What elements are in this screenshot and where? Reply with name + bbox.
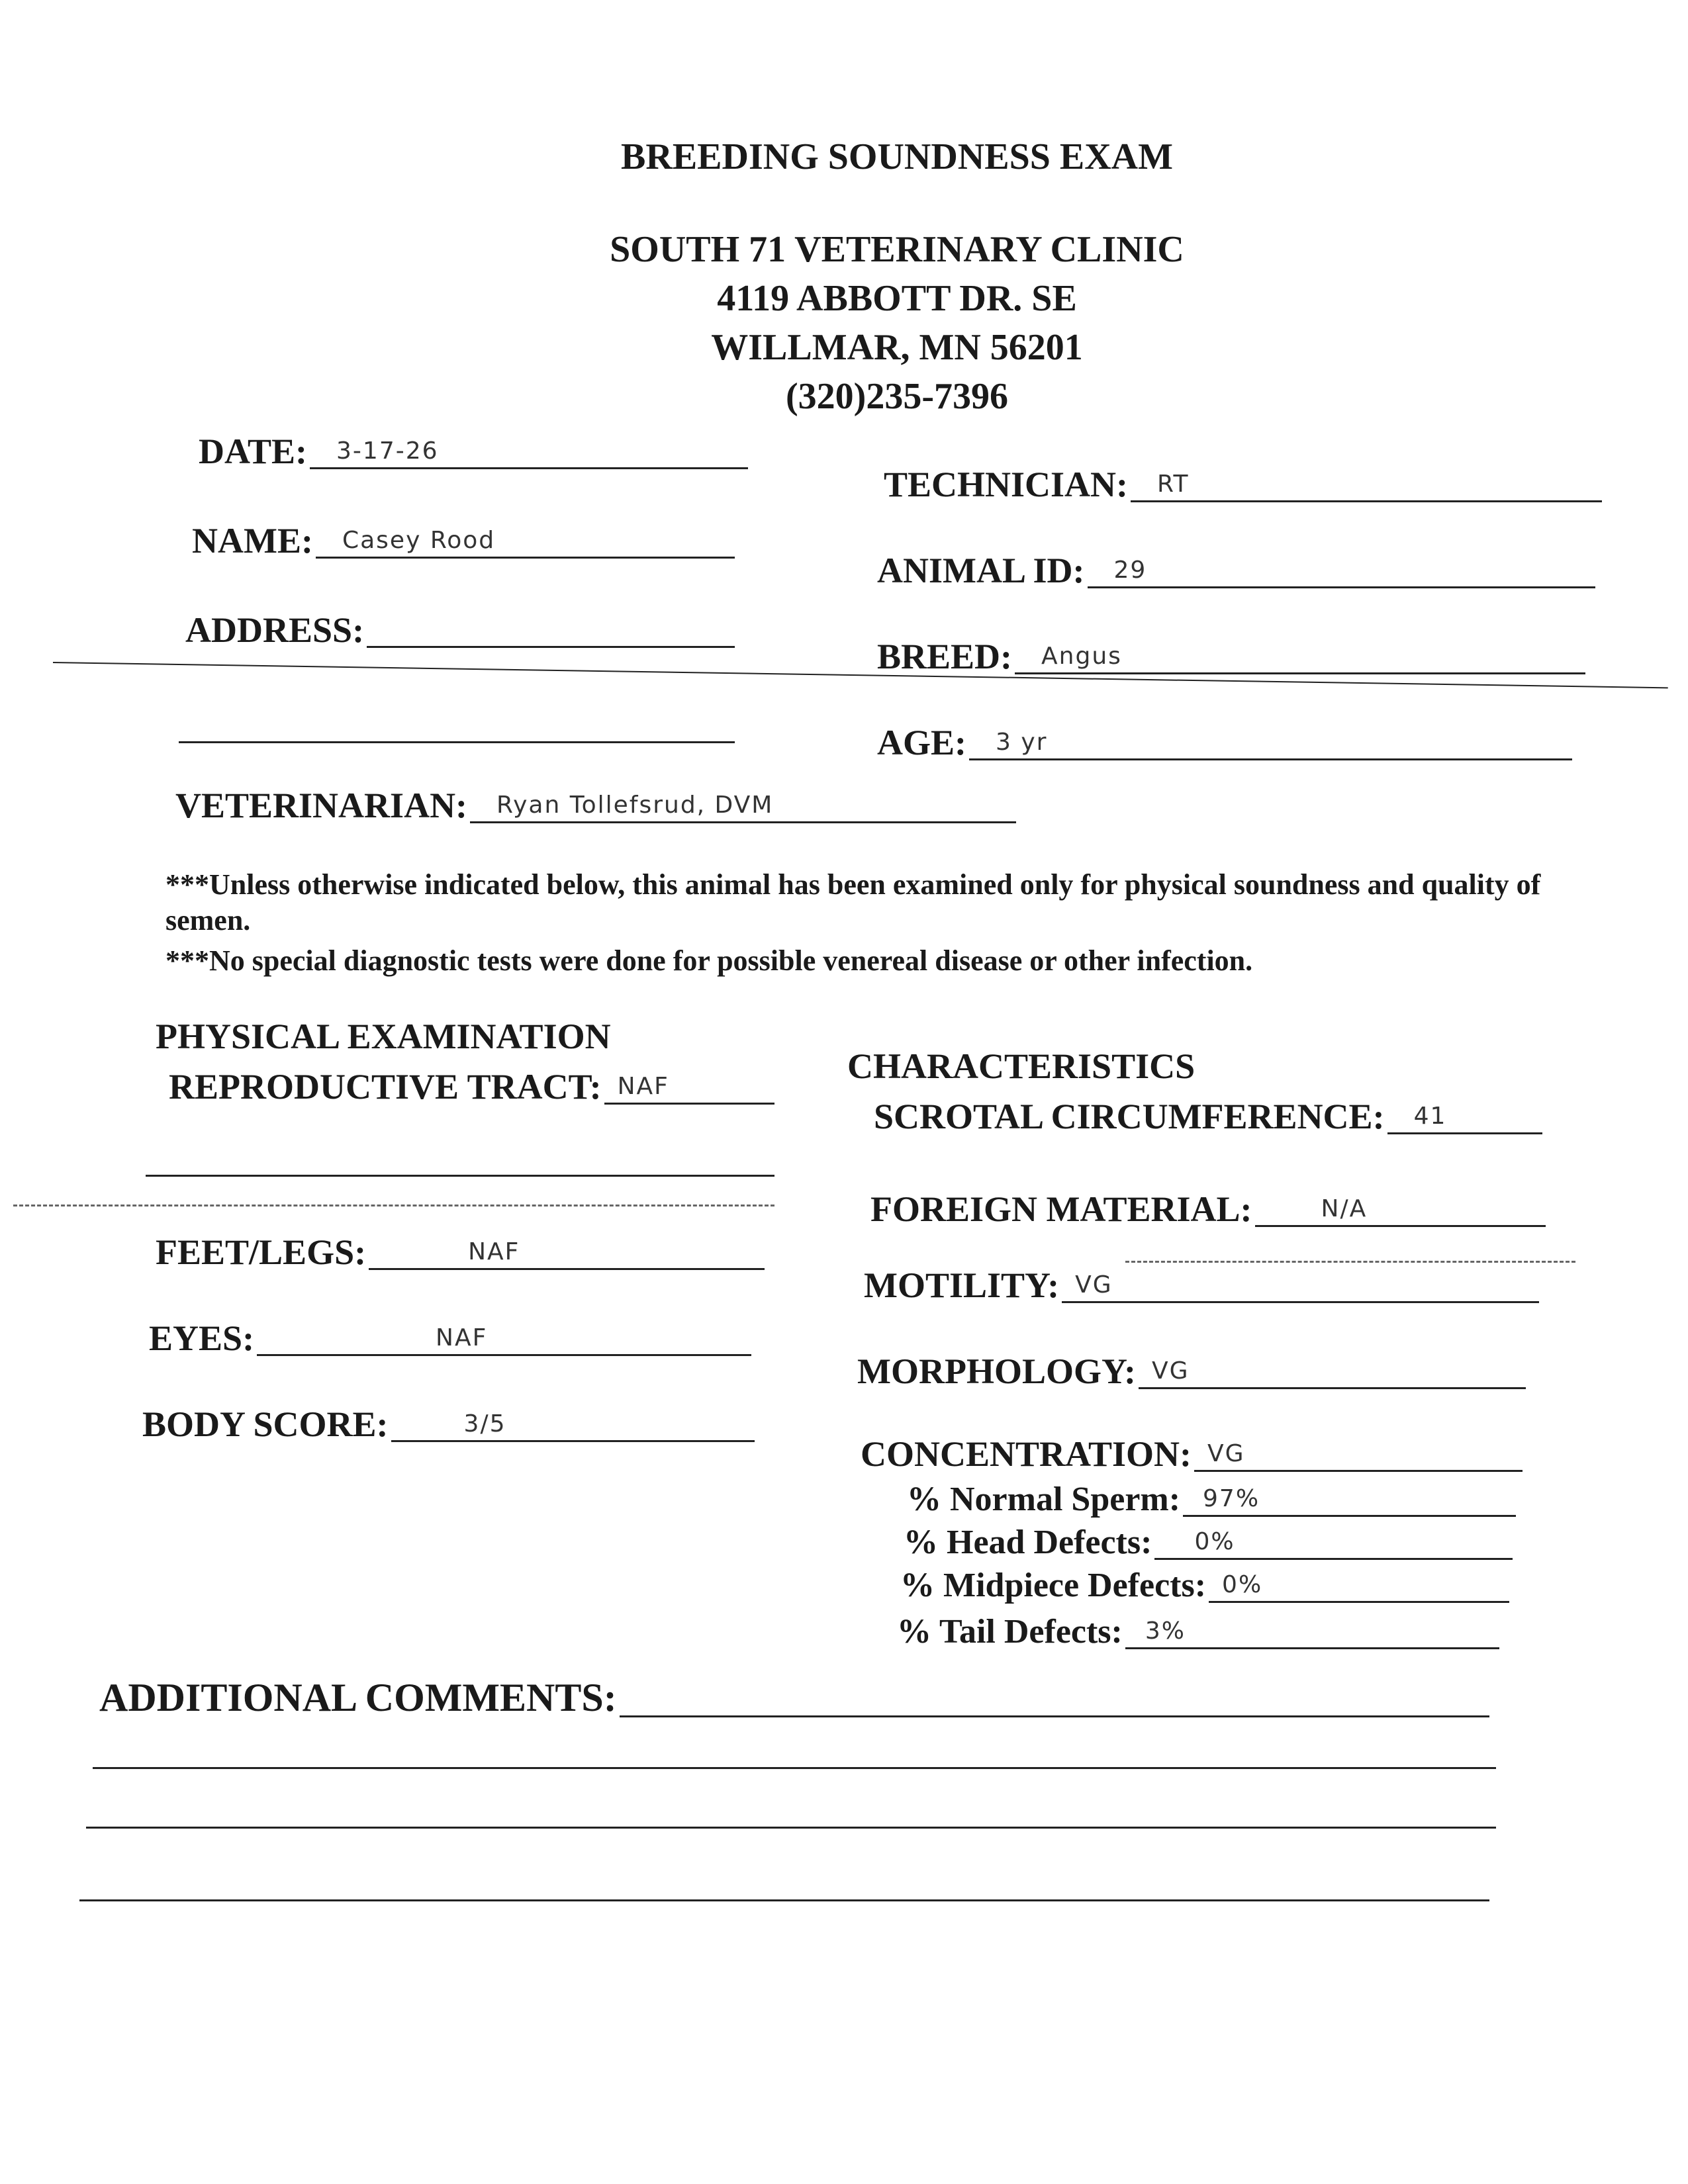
reproductive-tract-label: REPRODUCTIVE TRACT: xyxy=(169,1067,602,1107)
motility-input[interactable] xyxy=(1062,1273,1539,1303)
veterinarian-value: Ryan Tollefsrud, DVM xyxy=(496,792,774,819)
comments-line-4[interactable] xyxy=(79,1899,1489,1901)
midpiece-defects-input[interactable] xyxy=(1209,1573,1509,1603)
normal-sperm-input[interactable] xyxy=(1183,1487,1516,1517)
eyes-value: NAF xyxy=(436,1324,488,1351)
head-defects-input[interactable] xyxy=(1154,1530,1513,1560)
clinic-name: SOUTH 71 VETERINARY CLINIC xyxy=(610,229,1184,270)
tail-defects-label: % Tail Defects: xyxy=(897,1613,1123,1651)
name-value: Casey Rood xyxy=(342,527,496,554)
breed-value: Angus xyxy=(1041,643,1122,670)
tail-defects-value: 3% xyxy=(1145,1617,1186,1645)
animal-id-field xyxy=(877,553,1595,588)
reproductive-tract-line-2[interactable] xyxy=(146,1175,774,1177)
morphology-input[interactable] xyxy=(1139,1359,1526,1389)
form-title: BREEDING SOUNDNESS EXAM xyxy=(621,136,1173,177)
clinic-phone: (320)235-7396 xyxy=(786,376,1008,417)
midpiece-defects-field xyxy=(900,1569,1509,1603)
disclaimer-1: ***Unless otherwise indicated below, this animal has been examined only for physical soundness and quality of semen. xyxy=(165,868,1541,936)
age-input[interactable] xyxy=(969,731,1572,760)
technician-label: TECHNICIAN: xyxy=(884,465,1129,504)
date-label: DATE: xyxy=(199,432,308,471)
comments-line-2[interactable] xyxy=(93,1767,1496,1769)
physical-heading: PHYSICAL EXAMINATION xyxy=(156,1017,611,1056)
eyes-field xyxy=(149,1320,751,1356)
feet-legs-input[interactable] xyxy=(369,1240,765,1270)
body-score-field xyxy=(142,1406,755,1442)
comments-input[interactable] xyxy=(620,1688,1489,1717)
tail-defects-input[interactable] xyxy=(1125,1619,1499,1649)
morphology-value: VG xyxy=(1152,1357,1190,1385)
clinic-address: 4119 ABBOTT DR. SE xyxy=(717,278,1077,319)
concentration-input[interactable] xyxy=(1194,1442,1523,1472)
foreign-material-label: FOREIGN MATERIAL: xyxy=(870,1189,1252,1229)
normal-sperm-field xyxy=(907,1482,1516,1517)
head-defects-label: % Head Defects: xyxy=(904,1524,1152,1561)
head-defects-field xyxy=(904,1525,1513,1560)
animal-id-input[interactable] xyxy=(1088,559,1595,588)
body-score-value: 3/5 xyxy=(463,1410,506,1437)
clinic-city: WILLMAR, MN 56201 xyxy=(711,327,1083,368)
scan-artifact-dash-2 xyxy=(1125,1261,1575,1263)
reproductive-tract-value: NAF xyxy=(617,1073,669,1100)
midpiece-defects-value: 0% xyxy=(1222,1571,1263,1598)
age-label: AGE: xyxy=(877,723,966,762)
normal-sperm-label: % Normal Sperm: xyxy=(907,1480,1181,1518)
scan-artifact-dash xyxy=(13,1205,774,1206)
date-input[interactable] xyxy=(310,439,748,469)
feet-legs-value: NAF xyxy=(468,1238,520,1265)
eyes-input[interactable] xyxy=(257,1326,751,1356)
eyes-label: EYES: xyxy=(149,1318,255,1358)
morphology-field xyxy=(857,1353,1526,1389)
name-field xyxy=(192,523,735,559)
address-input[interactable] xyxy=(367,618,735,648)
veterinarian-input[interactable] xyxy=(470,794,1016,823)
age-value: 3 yr xyxy=(996,729,1048,756)
date-field xyxy=(199,433,748,469)
technician-input[interactable] xyxy=(1131,473,1602,502)
motility-field xyxy=(864,1267,1539,1303)
feet-legs-label: FEET/LEGS: xyxy=(156,1232,367,1272)
scrotal-label: SCROTAL CIRCUMFERENCE: xyxy=(874,1097,1385,1136)
scrotal-field xyxy=(874,1099,1542,1134)
scrotal-input[interactable] xyxy=(1387,1105,1542,1134)
morphology-label: MORPHOLOGY: xyxy=(857,1351,1137,1391)
reproductive-tract-field xyxy=(169,1069,774,1105)
characteristics-heading: CHARACTERISTICS xyxy=(847,1046,1196,1086)
technician-value: RT xyxy=(1157,471,1190,498)
address-field xyxy=(185,612,735,648)
age-field xyxy=(877,725,1572,760)
animal-id-value: 29 xyxy=(1113,557,1147,584)
name-input[interactable] xyxy=(316,529,735,559)
head-defects-value: 0% xyxy=(1194,1528,1235,1555)
foreign-material-field xyxy=(870,1191,1546,1227)
body-score-label: BODY SCORE: xyxy=(142,1404,389,1444)
veterinarian-label: VETERINARIAN: xyxy=(175,786,468,825)
animal-id-label: ANIMAL ID: xyxy=(877,551,1085,590)
disclaimer-2: ***No special diagnostic tests were done for possible venereal disease or other infection. xyxy=(165,944,1253,977)
concentration-label: CONCENTRATION: xyxy=(861,1434,1192,1474)
reproductive-tract-input[interactable] xyxy=(604,1075,774,1105)
breed-field xyxy=(877,639,1585,674)
foreign-material-input[interactable] xyxy=(1255,1197,1546,1227)
comments-field xyxy=(99,1678,1489,1717)
name-label: NAME: xyxy=(192,521,313,561)
scrotal-value: 41 xyxy=(1413,1103,1447,1130)
foreign-material-value: N/A xyxy=(1321,1195,1368,1222)
address-label: ADDRESS: xyxy=(185,610,365,650)
concentration-value: VG xyxy=(1207,1440,1245,1467)
technician-field xyxy=(884,467,1602,502)
normal-sperm-value: 97% xyxy=(1203,1485,1260,1512)
motility-label: MOTILITY: xyxy=(864,1265,1060,1305)
tail-defects-field xyxy=(897,1615,1499,1649)
date-value: 3-17-26 xyxy=(336,437,439,465)
clinic-block xyxy=(0,225,1688,421)
address-line-2[interactable] xyxy=(179,741,735,743)
comments-line-3[interactable] xyxy=(86,1827,1496,1829)
comments-label: ADDITIONAL COMMENTS: xyxy=(99,1676,617,1719)
midpiece-defects-label: % Midpiece Defects: xyxy=(900,1567,1207,1604)
feet-legs-field xyxy=(156,1234,765,1270)
breed-input[interactable] xyxy=(1015,645,1585,674)
veterinarian-field xyxy=(175,788,1016,823)
concentration-field xyxy=(861,1436,1523,1472)
motility-value: VG xyxy=(1075,1271,1113,1298)
body-score-input[interactable] xyxy=(391,1412,755,1442)
breed-label: BREED: xyxy=(877,637,1013,676)
